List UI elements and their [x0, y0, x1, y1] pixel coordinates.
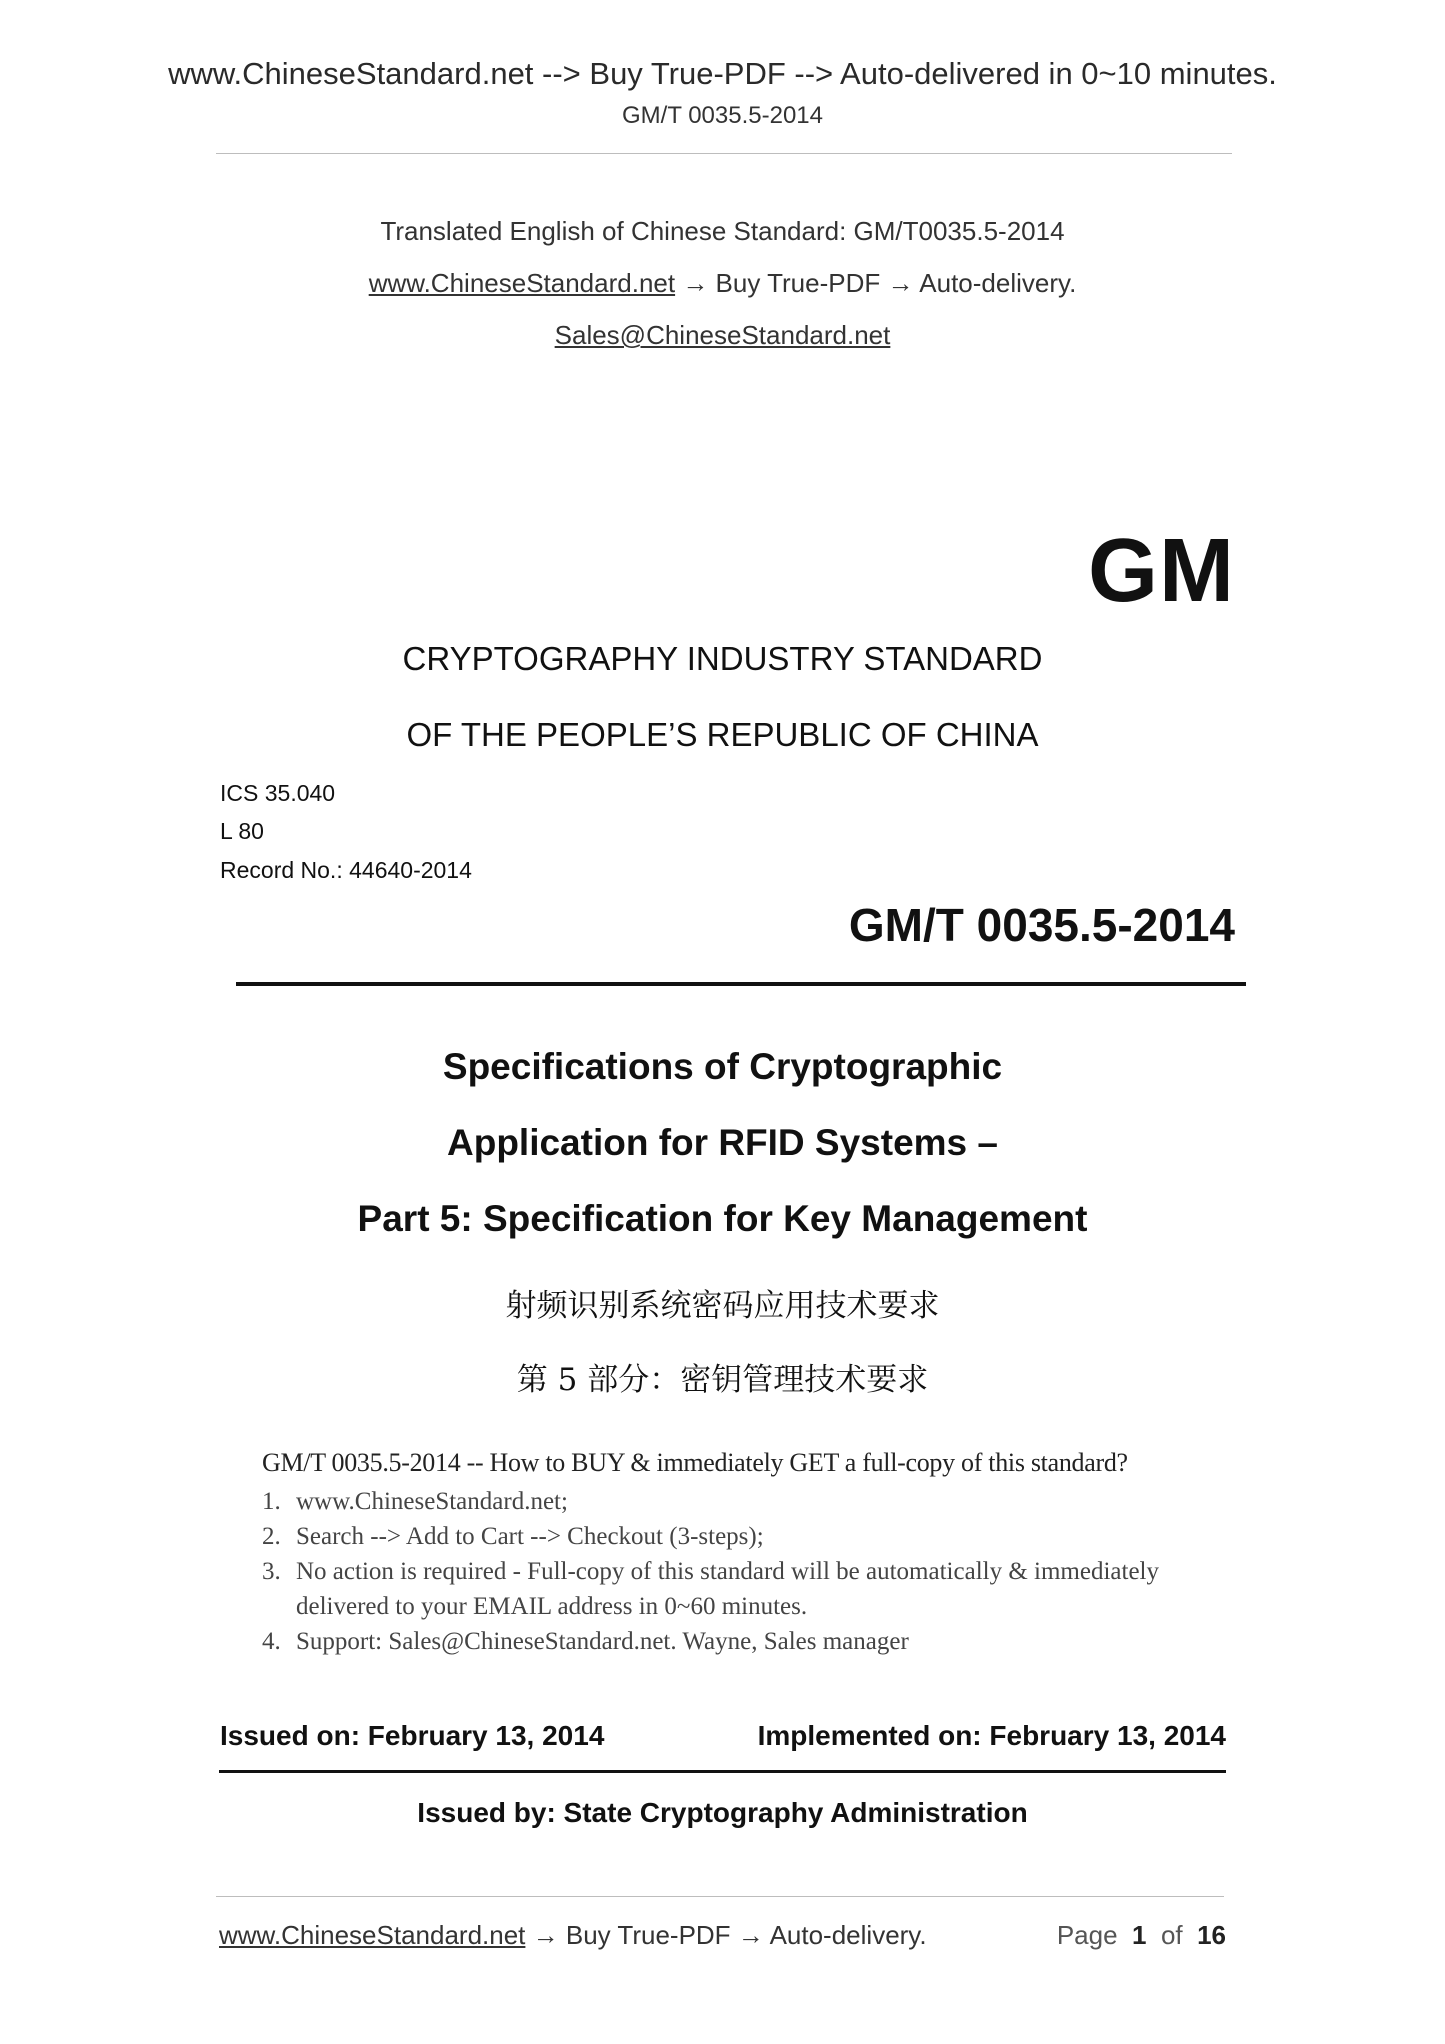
title-en-line-2: Application for RFID Systems –	[447, 1122, 998, 1163]
site-link-suffix: → Buy True-PDF → Auto-delivery.	[675, 268, 1077, 298]
list-item-number: 4.	[262, 1628, 281, 1655]
gm-logo: GM	[1088, 521, 1235, 621]
buy-steps-list	[262, 1484, 1242, 1659]
sales-email-link[interactable]: Sales@ChineseStandard.net	[554, 320, 891, 350]
issue-divider	[219, 1770, 1226, 1773]
page-indicator	[1057, 1920, 1226, 1951]
list-item	[262, 1484, 1242, 1519]
title-en-line-3: Part 5: Specification for Key Management	[357, 1198, 1088, 1239]
list-item	[262, 1519, 1242, 1554]
footer-site-link[interactable]: www.ChineseStandard.net	[219, 1920, 526, 1950]
list-item-text: www.ChineseStandard.net;	[296, 1488, 568, 1515]
title-en-line-1: Specifications of Cryptographic	[442, 1046, 1003, 1087]
issued-by: Issued by: State Cryptography Administration	[417, 1797, 1028, 1828]
intro-email-line	[0, 320, 1445, 351]
buy-instructions	[262, 1448, 1242, 1659]
list-item-number: 1.	[262, 1488, 281, 1515]
footer-divider	[216, 1896, 1224, 1897]
intro-links-line	[0, 268, 1445, 299]
top-banner: www.ChineseStandard.net --> Buy True-PDF --> Auto-delivered in 0~10 minutes.	[168, 56, 1277, 91]
header-divider	[216, 153, 1232, 154]
page-of-label: of	[1160, 1920, 1183, 1950]
list-item-text: Search --> Add to Cart --> Checkout (3-steps);	[296, 1523, 764, 1550]
ics-code: ICS 35.040	[220, 780, 336, 806]
implemented-on-date: Implemented on: February 13, 2014	[757, 1720, 1226, 1751]
site-link[interactable]: www.ChineseStandard.net	[368, 268, 676, 298]
l-code: L 80	[220, 818, 264, 844]
header-doc-code: GM/T 0035.5-2014	[621, 102, 823, 129]
industry-standard-line-1: CRYPTOGRAPHY INDUSTRY STANDARD	[402, 640, 1043, 677]
issued-on-date: Issued on: February 13, 2014	[220, 1720, 605, 1751]
list-item	[262, 1554, 1242, 1624]
translated-note: Translated English of Chinese Standard: GM/T0035.5-2014	[380, 216, 1065, 246]
list-item-text: No action is required - Full-copy of this standard will be automatically & immediately delivered to your EMAIL address in 0~60 minutes.	[296, 1558, 1159, 1620]
list-item-number: 2.	[262, 1523, 281, 1550]
buy-instructions-heading: GM/T 0035.5-2014 -- How to BUY & immediately GET a full-copy of this standard?	[262, 1448, 1128, 1477]
page-number: 1	[1132, 1920, 1147, 1950]
footer-links	[219, 1920, 927, 1951]
list-item	[262, 1624, 1242, 1659]
list-item-text: Support: Sales@ChineseStandard.net. Wayne, Sales manager	[296, 1628, 909, 1655]
footer-site-suffix: → Buy True-PDF → Auto-delivery.	[525, 1920, 927, 1950]
page-label: Page	[1056, 1920, 1118, 1950]
industry-standard-line-2: OF THE PEOPLE’S REPUBLIC OF CHINA	[406, 716, 1039, 753]
document-number: GM/T 0035.5-2014	[848, 899, 1235, 951]
title-cn-line-1: 射频识别系统密码应用技术要求	[505, 1288, 940, 1324]
page-total: 16	[1197, 1920, 1226, 1950]
list-item-number: 3.	[262, 1558, 281, 1585]
record-number: Record No.: 44640-2014	[220, 857, 472, 883]
title-cn-line-2: 第 5 部分：密钥管理技术要求	[516, 1362, 929, 1398]
title-divider	[236, 982, 1246, 986]
